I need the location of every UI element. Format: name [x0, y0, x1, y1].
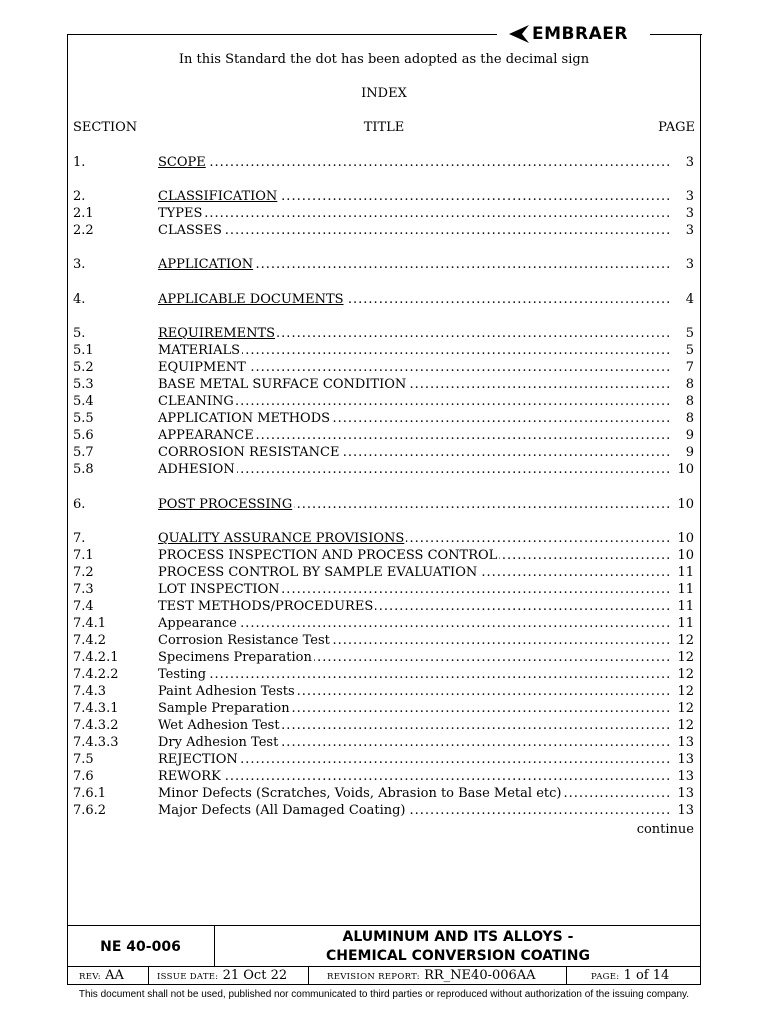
toc-title-cell: [158, 444, 670, 461]
toc-title-cell: [158, 205, 670, 222]
toc-title: Appearance: [158, 616, 237, 631]
toc-entry: [73, 581, 694, 598]
toc-title: MATERIALS: [158, 343, 240, 358]
toc-page-number: 8: [685, 411, 694, 426]
toc-section-number: 7.3: [73, 582, 94, 597]
toc-page-number: 12: [677, 701, 694, 716]
toc-entry: [73, 547, 694, 564]
toc-title-cell: [158, 461, 670, 478]
toc-title-cell: [158, 427, 670, 444]
toc-title-cell: [158, 256, 670, 273]
toc-entry: [73, 496, 694, 513]
title-column-header: TITLE: [363, 120, 405, 135]
toc-title: Wet Adhesion Test: [158, 718, 280, 733]
toc-title-cell: [158, 666, 670, 683]
toc-page-number: 9: [685, 428, 694, 443]
toc-section-number: 7.4.2.2: [73, 667, 119, 682]
toc-title-cell: [158, 615, 670, 632]
toc-title-cell: [158, 649, 670, 666]
page-number-cell: [567, 967, 701, 985]
toc-page-number: 3: [685, 223, 694, 238]
toc-entry: [73, 427, 694, 444]
toc-title-cell: [158, 496, 670, 513]
toc-section-number: 6.: [73, 497, 86, 512]
toc-entry: [73, 700, 694, 717]
document-title-line1: ALUMINUM AND ITS ALLOYS -: [342, 929, 574, 945]
toc-title: Major Defects (All Damaged Coating): [158, 803, 406, 818]
continue-note: continue: [636, 822, 694, 837]
toc-page-number: 12: [677, 650, 694, 665]
revision-cell: [67, 967, 149, 985]
toc-title: CLEANING: [158, 394, 234, 409]
revision-report-cell: [309, 967, 567, 985]
confidentiality-disclaimer: This document shall not be used, published nor communicated to third parties or reproduced without authorization of the issuing company.: [78, 989, 690, 1000]
toc-page-number: 13: [677, 786, 694, 801]
toc-title: REJECTION: [158, 752, 238, 767]
toc-entry: [73, 632, 694, 649]
toc-title: REWORK: [158, 769, 221, 784]
issue-date-cell: [149, 967, 309, 985]
toc-section-number: 5.3: [73, 377, 94, 392]
toc-page-number: 11: [677, 599, 694, 614]
toc-section-number: 2.1: [73, 206, 94, 221]
toc-title-cell: [158, 393, 670, 410]
toc-title: CLASSIFICATION: [158, 189, 278, 204]
toc-title: APPEARANCE: [158, 428, 254, 443]
toc-entry: [73, 154, 694, 171]
toc-title: APPLICATION METHODS: [158, 411, 331, 426]
issue-date-value: 21 Oct 22: [222, 968, 288, 983]
toc-page-number: 8: [685, 394, 694, 409]
decimal-note: In this Standard the dot has been adopted as the decimal sign: [178, 52, 590, 67]
toc-entry: [73, 530, 694, 547]
toc-page-number: 13: [677, 803, 694, 818]
toc-title: PROCESS CONTROL BY SAMPLE EVALUATION: [158, 565, 478, 580]
toc-title-cell: [158, 683, 670, 700]
toc-title-cell: [158, 359, 670, 376]
toc-title-cell: [158, 154, 670, 171]
toc-page-number: 3: [685, 155, 694, 170]
toc-section-number: 7.4.3.2: [73, 718, 119, 733]
toc-section-number: 7.4.3.1: [73, 701, 119, 716]
toc-page-number: 12: [677, 667, 694, 682]
toc-entry: [73, 598, 694, 615]
toc-title: APPLICATION: [158, 257, 254, 272]
toc-section-number: 5.6: [73, 428, 94, 443]
toc-title: Testing: [158, 667, 207, 682]
toc-title-cell: [158, 751, 670, 768]
toc-page-number: 13: [677, 769, 694, 784]
toc-page-number: 11: [677, 616, 694, 631]
toc-page-number: 7: [685, 360, 694, 375]
toc-title-cell: [158, 530, 670, 547]
toc-page-number: 5: [685, 326, 694, 341]
toc-entry: [73, 342, 694, 359]
toc-page-number: 11: [677, 565, 694, 580]
toc-entry: [73, 649, 694, 666]
toc-entry: [73, 444, 694, 461]
toc-entry: [73, 188, 694, 205]
toc-title: SCOPE: [158, 155, 206, 170]
revision-report-value: RR_NE40-006AA: [424, 968, 536, 983]
toc-page-number: 4: [685, 292, 694, 307]
page-column-header: PAGE: [658, 120, 695, 135]
toc-entry: [73, 291, 694, 308]
toc-page-number: 12: [677, 684, 694, 699]
toc-section-number: 7.4.3.3: [73, 735, 119, 750]
toc-entry: [73, 666, 694, 683]
toc-entry: [73, 768, 694, 785]
toc-section-number: 7.: [73, 531, 86, 546]
toc-entry: [73, 785, 694, 802]
revision-value: AA: [105, 968, 124, 983]
toc-entry: [73, 683, 694, 700]
toc-page-number: 13: [677, 752, 694, 767]
toc-entry: [73, 325, 694, 342]
toc-entry: [73, 802, 694, 819]
toc-page-number: 12: [677, 718, 694, 733]
toc-entry: [73, 751, 694, 768]
toc-title-cell: [158, 632, 670, 649]
toc-entry: [73, 734, 694, 751]
toc-section-number: 5.7: [73, 445, 94, 460]
toc-title-cell: [158, 581, 670, 598]
toc-title-cell: [158, 410, 670, 427]
section-column-header: SECTION: [73, 120, 138, 135]
toc-title-cell: [158, 700, 670, 717]
issue-date-label: ISSUE DATE:: [157, 972, 219, 982]
toc-page-number: 10: [677, 531, 694, 546]
toc-title: CLASSES: [158, 223, 222, 238]
toc-page-number: 3: [685, 189, 694, 204]
toc-title-cell: [158, 325, 670, 342]
brand-name: EMBRAER: [532, 24, 628, 44]
toc-section-number: 5.5: [73, 411, 94, 426]
toc-entry: [73, 376, 694, 393]
toc-page-number: 10: [677, 548, 694, 563]
toc-entry: [73, 615, 694, 632]
toc-section-number: 7.4.1: [73, 616, 107, 631]
toc-section-number: 7.4.2: [73, 633, 107, 648]
document-title-line2: CHEMICAL CONVERSION COATING: [326, 948, 590, 964]
revision-label: REV:: [79, 972, 101, 982]
toc-section-number: 2.2: [73, 223, 94, 238]
toc-page-number: 8: [685, 377, 694, 392]
toc-title: PROCESS INSPECTION AND PROCESS CONTROL: [158, 548, 498, 563]
toc-title: ADHESION: [158, 462, 235, 477]
toc-section-number: 5.2: [73, 360, 94, 375]
toc-entry: [73, 461, 694, 478]
toc-section-number: 7.6.1: [73, 786, 107, 801]
toc-title: TEST METHODS/PROCEDURES: [158, 599, 374, 614]
toc-title-cell: [158, 188, 670, 205]
toc-section-number: 7.4: [73, 599, 94, 614]
toc-title: TYPES: [158, 206, 203, 221]
index-heading: INDEX: [361, 86, 407, 101]
toc-entry: [73, 410, 694, 427]
toc-title-cell: [158, 734, 670, 751]
toc-title: EQUIPMENT: [158, 360, 246, 375]
toc-page-number: 5: [685, 343, 694, 358]
toc-entry: [73, 717, 694, 734]
toc-title: CORROSION RESISTANCE: [158, 445, 340, 460]
toc-entry: [73, 359, 694, 376]
document-title: [215, 926, 701, 967]
toc-title: Sample Preparation: [158, 701, 290, 716]
toc-title: POST PROCESSING: [158, 497, 293, 512]
toc-title: LOT INSPECTION: [158, 582, 280, 597]
toc-title-cell: [158, 222, 670, 239]
toc-title: Corrosion Resistance Test: [158, 633, 330, 648]
page-number-value: 1 of 14: [623, 968, 670, 983]
toc-section-number: 7.1: [73, 548, 94, 563]
toc-section-number: 7.5: [73, 752, 94, 767]
toc-title: BASE METAL SURFACE CONDITION: [158, 377, 407, 392]
toc-section-number: 7.6.2: [73, 803, 107, 818]
toc-title-cell: [158, 376, 670, 393]
toc-title: Minor Defects (Scratches, Voids, Abrasion to Base Metal etc): [158, 786, 562, 801]
toc-entry: [73, 205, 694, 222]
toc-section-number: 5.1: [73, 343, 94, 358]
toc-title: REQUIREMENTS: [158, 326, 276, 341]
toc-section-number: 3.: [73, 257, 86, 272]
toc-title: QUALITY ASSURANCE PROVISIONS: [158, 531, 405, 546]
toc-section-number: 7.6: [73, 769, 94, 784]
toc-title: Paint Adhesion Tests: [158, 684, 295, 699]
toc-page-number: 3: [685, 206, 694, 221]
toc-entry: [73, 256, 694, 273]
toc-section-number: 7.4.2.1: [73, 650, 119, 665]
toc-section-number: 5.8: [73, 462, 94, 477]
toc-title: APPLICABLE DOCUMENTS: [158, 292, 344, 307]
toc-page-number: 10: [677, 497, 694, 512]
toc-page-number: 13: [677, 735, 694, 750]
toc-section-number: 1.: [73, 155, 86, 170]
toc-page-number: 3: [685, 257, 694, 272]
toc-title-cell: [158, 342, 670, 359]
toc-entry: [73, 222, 694, 239]
toc-section-number: 2.: [73, 189, 86, 204]
toc-title-cell: [158, 802, 670, 819]
toc-section-number: 4.: [73, 292, 86, 307]
toc-page-number: 9: [685, 445, 694, 460]
document-code: NE 40-006: [67, 926, 215, 967]
toc-title-cell: [158, 768, 670, 785]
toc-entry: [73, 393, 694, 410]
toc-title-cell: [158, 291, 670, 308]
toc-page-number: 10: [677, 462, 694, 477]
toc-title-cell: [158, 547, 670, 564]
toc-section-number: 7.2: [73, 565, 94, 580]
toc-section-number: 5.: [73, 326, 86, 341]
toc-page-number: 11: [677, 582, 694, 597]
toc-title: Dry Adhesion Test: [158, 735, 279, 750]
toc-title-cell: [158, 598, 670, 615]
footer-title-block: [67, 925, 701, 967]
footer-info-row: [67, 966, 701, 985]
toc-title-cell: [158, 564, 670, 581]
toc-section-number: 7.4.3: [73, 684, 107, 699]
revision-report-label: REVISION REPORT:: [327, 972, 420, 982]
toc-section-number: 5.4: [73, 394, 94, 409]
toc-title-cell: [158, 717, 670, 734]
toc-page-number: 12: [677, 633, 694, 648]
toc-entry: [73, 564, 694, 581]
toc-title: Specimens Preparation: [158, 650, 312, 665]
page-number-label: PAGE:: [591, 972, 620, 982]
toc-title-cell: [158, 785, 670, 802]
